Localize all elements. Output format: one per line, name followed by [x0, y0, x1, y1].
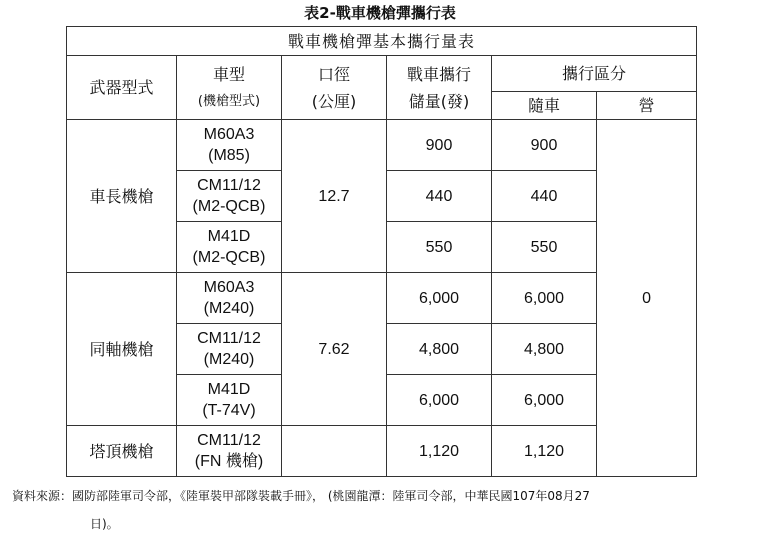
header-vehicle [177, 56, 282, 120]
vehicle-model: CM11/12 [197, 330, 261, 347]
caliber-12-7: 12.7 [282, 120, 387, 273]
vehicle-cell [177, 324, 282, 375]
header-vehicle-line1: 車型 [212, 64, 245, 84]
storage-value: 4,800 [387, 324, 492, 375]
header-camp: 營 [597, 92, 697, 120]
vehicle-mg-model: (M240) [203, 351, 255, 368]
group-commander-mg: 車長機槍 [67, 120, 177, 273]
vehicle-model: CM11/12 [197, 432, 261, 449]
with-vehicle-value: 900 [492, 120, 597, 171]
header-storage-line2: 儲量(發) [408, 91, 470, 111]
with-vehicle-value: 6,000 [492, 273, 597, 324]
vehicle-cell [177, 222, 282, 273]
storage-value: 900 [387, 120, 492, 171]
vehicle-mg-model: (M85) [208, 147, 250, 164]
source-note: 資料來源：國防部陸軍司令部，《陸軍裝甲部隊裝載手冊》， (桃園龍潭：陸軍司令部，中華民國107年08月27 [12, 489, 590, 503]
storage-value: 6,000 [387, 273, 492, 324]
header-weapon-type: 武器型式 [67, 56, 177, 120]
vehicle-cell [177, 171, 282, 222]
table-title: 戰車機槍彈基本攜行量表 [67, 27, 697, 56]
vehicle-mg-model: (M2-QCB) [192, 249, 266, 266]
with-vehicle-value: 550 [492, 222, 597, 273]
storage-value: 6,000 [387, 375, 492, 426]
vehicle-model: M60A3 [203, 279, 255, 296]
group-coaxial-mg: 同軸機槍 [67, 273, 177, 426]
header-caliber-line2: (公厘) [311, 91, 357, 111]
caliber-empty-cell [282, 426, 387, 477]
with-vehicle-value: 1,120 [492, 426, 597, 477]
with-vehicle-value: 6,000 [492, 375, 597, 426]
vehicle-cell [177, 120, 282, 171]
vehicle-mg-model: (M2-QCB) [192, 198, 266, 215]
vehicle-model: CM11/12 [197, 177, 261, 194]
vehicle-cell [177, 375, 282, 426]
table-caption: 表2-戰車機槍彈攜行表 [304, 4, 456, 22]
storage-value: 1,120 [387, 426, 492, 477]
vehicle-model: M41D [207, 381, 251, 398]
header-storage-line1: 戰車攜行 [406, 64, 471, 84]
storage-value: 440 [387, 171, 492, 222]
ammo-table [66, 26, 697, 477]
source-note-continued: 日)。 [90, 517, 119, 531]
storage-value: 550 [387, 222, 492, 273]
vehicle-mg-model: (M240) [203, 300, 255, 317]
header-carry: 攜行區分 [492, 56, 697, 92]
caliber-7-62: 7.62 [282, 273, 387, 426]
header-with-vehicle: 隨車 [492, 92, 597, 120]
header-vehicle-line2: (機槍型式) [197, 93, 261, 109]
vehicle-mg-model: (FN 機槍) [194, 453, 264, 470]
vehicle-model: M41D [207, 228, 251, 245]
header-caliber-line1: 口徑 [317, 64, 350, 84]
vehicle-cell [177, 426, 282, 477]
header-caliber [282, 56, 387, 120]
header-storage [387, 56, 492, 120]
group-turret-mg: 塔頂機槍 [67, 426, 177, 477]
vehicle-cell [177, 273, 282, 324]
camp-value: 0 [597, 120, 697, 477]
vehicle-model: M60A3 [203, 126, 255, 143]
with-vehicle-value: 4,800 [492, 324, 597, 375]
vehicle-mg-model: (T-74V) [202, 402, 256, 419]
with-vehicle-value: 440 [492, 171, 597, 222]
